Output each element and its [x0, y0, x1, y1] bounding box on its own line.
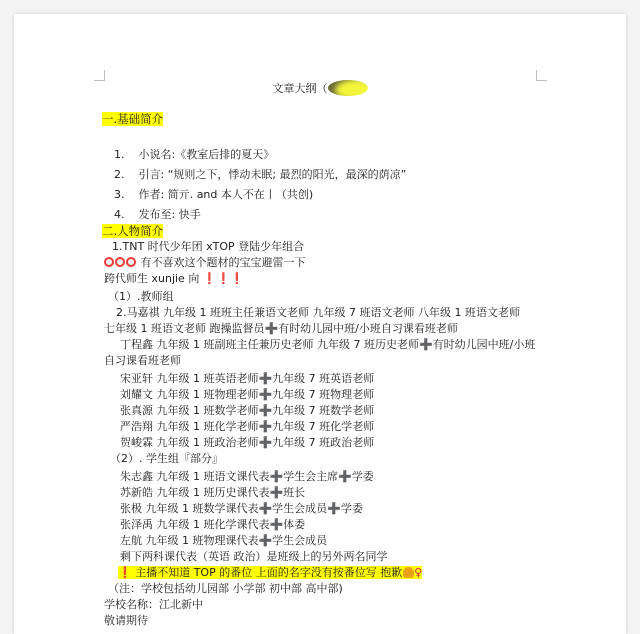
female-sign-icon: ♀ — [414, 566, 423, 579]
teacher-yan: 严浩翔 九年级 1 班化学老师➕九年级 7 班化学老师 — [120, 420, 375, 433]
person-bowing-icon — [403, 567, 414, 578]
exclamation-icon: ❗ — [230, 272, 244, 285]
exclamation-icon: ❗ — [202, 272, 217, 285]
student-su: 苏新皓 九年级 1 班历史课代表➕班长 — [120, 486, 306, 499]
teacher-liu: 刘耀文 九年级 1 班物理老师➕九年级 7 班物理老师 — [120, 388, 375, 401]
teacher-ding-line-2: 自习课看班老师 — [104, 354, 181, 367]
student-zhu: 朱志鑫 九年级 1 班语文课代表➕学生会主席➕学委 — [120, 470, 374, 483]
section-basic-heading: 一.基础简介 — [102, 112, 164, 126]
exclamation-icon: ❗ — [118, 566, 132, 579]
basic-item-2: 2. 引言: “规则之下，悸动未眠; 最烈的阳光，最深的荫凉” — [114, 168, 407, 181]
basic-item-3: 3. 作者: 简亓. and 本人不在丨（共创) — [114, 188, 314, 201]
teacher-ding-line-1: 丁程鑫 九年级 1 班副班主任兼历史老师 九年级 7 班历史老师➕有时幼儿园中班/小班 — [120, 338, 536, 351]
group-teachers-label: （1）.教师组 — [108, 290, 174, 303]
intro-line-1: 1.TNT 时代少年团 xTOP 登陆少年组合 — [112, 240, 305, 253]
red-circle-icon — [115, 257, 125, 267]
basic-item-4: 4. 发布至: 快手 — [114, 208, 201, 221]
document-page — [14, 14, 626, 634]
group-students-label: （2）. 学生组『部分』 — [110, 452, 223, 465]
intro-line-2: 有不喜欢这个题材的宝宝避雷一下 — [104, 256, 306, 270]
teacher-song: 宋亚轩 九年级 1 班英语老师➕九年级 7 班英语老师 — [120, 372, 375, 385]
student-zuo: 左航 九年级 1 班物理课代表➕学生会成员 — [120, 534, 328, 547]
document-title: 文章大纲（ — [14, 80, 626, 96]
redaction-blot — [328, 80, 368, 96]
red-circle-icon — [126, 257, 136, 267]
teacher-zhang: 张真源 九年级 1 班数学老师➕九年级 7 班数学老师 — [120, 404, 375, 417]
teacher-ma-line-1: 2.马嘉祺 九年级 1 班班主任兼语文老师 九年级 7 班语文老师 八年级 1 班语文老师 — [116, 306, 520, 319]
section-characters-heading: 二.人物简介 — [102, 224, 164, 238]
student-zhangji: 张极 九年级 1 班数学课代表➕学生会成员➕学委 — [120, 502, 363, 515]
basic-item-1: 1. 小说名:《教室后排的夏天》 — [114, 148, 275, 161]
student-zhangzeyu: 张泽禹 九年级 1 班化学课代表➕体委 — [120, 518, 306, 531]
student-others: 剩下两科课代表（英语 政治）是班级上的另外两名同学 — [120, 550, 388, 563]
red-circle-icon — [104, 257, 114, 267]
notice-line: ❗ 主播不知道 TOP 的番位 上面的名字没有按番位写 抱歉 ♀ — [118, 566, 423, 579]
intro-line-3: 跨代师生 xunjie 向 ❗❗❗ — [104, 272, 244, 285]
school-note: （注：学校包括幼儿园部 小学部 初中部 高中部) — [108, 582, 343, 595]
ending-text: 敬请期待 — [104, 614, 148, 627]
exclamation-icon: ❗ — [216, 272, 231, 285]
school-name: 学校名称：江北新中 — [104, 598, 203, 611]
teacher-he: 贺峻霖 九年级 1 班政治老师➕九年级 7 班政治老师 — [120, 436, 375, 449]
teacher-ma-line-2: 七年级 1 班语文老师 跑操监督员➕有时幼儿园中班/小班自习课看班老师 — [104, 322, 458, 335]
